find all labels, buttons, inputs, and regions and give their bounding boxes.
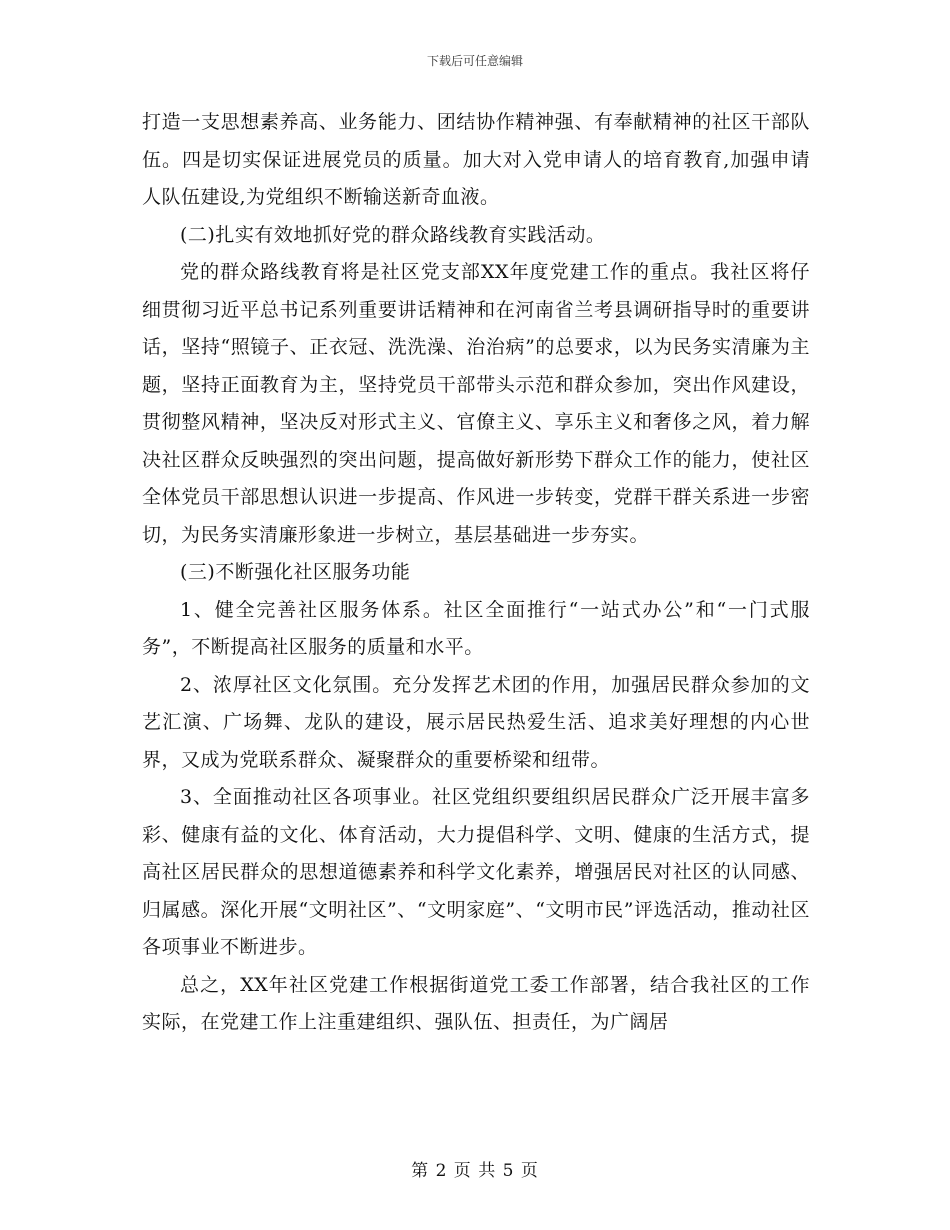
paragraph-3: 党的群众路线教育将是社区党支部XX年度党建工作的重点。我社区将仔细贯彻习近平总书记系列重要讲话精神和在河南省兰考县调研指导时的重要讲话，坚持“照镜子、正衣冠、洗洗澡、治治病”的总要求，以为民务实清廉为主题，坚持正面教育为主，坚持党员干部带头示范和群众参加，突出作风建设，贯彻整风精神，坚决反对形式主义、官僚主义、享乐主义和奢侈之风，着力解决社区群众反映强烈的突出问题，提高做好新形势下群众工作的能力，使社区全体党员干部思想认识进一步提高、作风进一步转变，党群干群关系进一步密切，为民务实清廉形象进一步树立，基层基础进一步夯实。 bbox=[142, 261, 810, 546]
paragraph-8: 总之，XX年社区党建工作根据街道党工委工作部署，结合我社区的工作实际，在党建工作上注重建组织、强队伍、担责任，为广阔居 bbox=[142, 973, 810, 1033]
paragraph-4: (三)不断强化社区服务功能 bbox=[180, 561, 411, 583]
page-number: 第 2 页 共 5 页 bbox=[411, 1161, 539, 1181]
paragraph-5: 1、健全完善社区服务体系。社区全面推行“一站式办公”和“一门式服务”，不断提高社区服务的质量和水平。 bbox=[142, 598, 810, 658]
page-header-note: 下载后可任意编辑 bbox=[426, 54, 523, 68]
paragraph-6: 2、浓厚社区文化氛围。充分发挥艺术团的作用，加强居民群众参加的文艺汇演、广场舞、龙队的建设，展示居民热爱生活、追求美好理想的内心世界，又成为党联系群众、凝聚群众的重要桥梁和纽带。 bbox=[142, 673, 810, 771]
paragraph-7: 3、全面推动社区各项事业。社区党组织要组织居民群众广泛开展丰富多彩、健康有益的文化、体育活动，大力提倡科学、文明、健康的生活方式，提高社区居民群众的思想道德素养和科学文化素养，增强居民对社区的认同感、归属感。深化开展“文明社区”、“文明家庭”、“文明市民”评选活动，推动社区各项事业不断进步。 bbox=[142, 786, 810, 958]
paragraph-2: (二)扎实有效地抓好党的群众路线教育实践活动。 bbox=[180, 223, 606, 246]
document-body bbox=[142, 104, 810, 1042]
paragraph-1: 打造一支思想素养高、业务能力、团结协作精神强、有奉献精神的社区干部队伍。四是切实保证进展党员的质量。加大对入党申请人的培育教育,加强申请人队伍建设,为党组织不断输送新奇血液。 bbox=[142, 111, 810, 208]
